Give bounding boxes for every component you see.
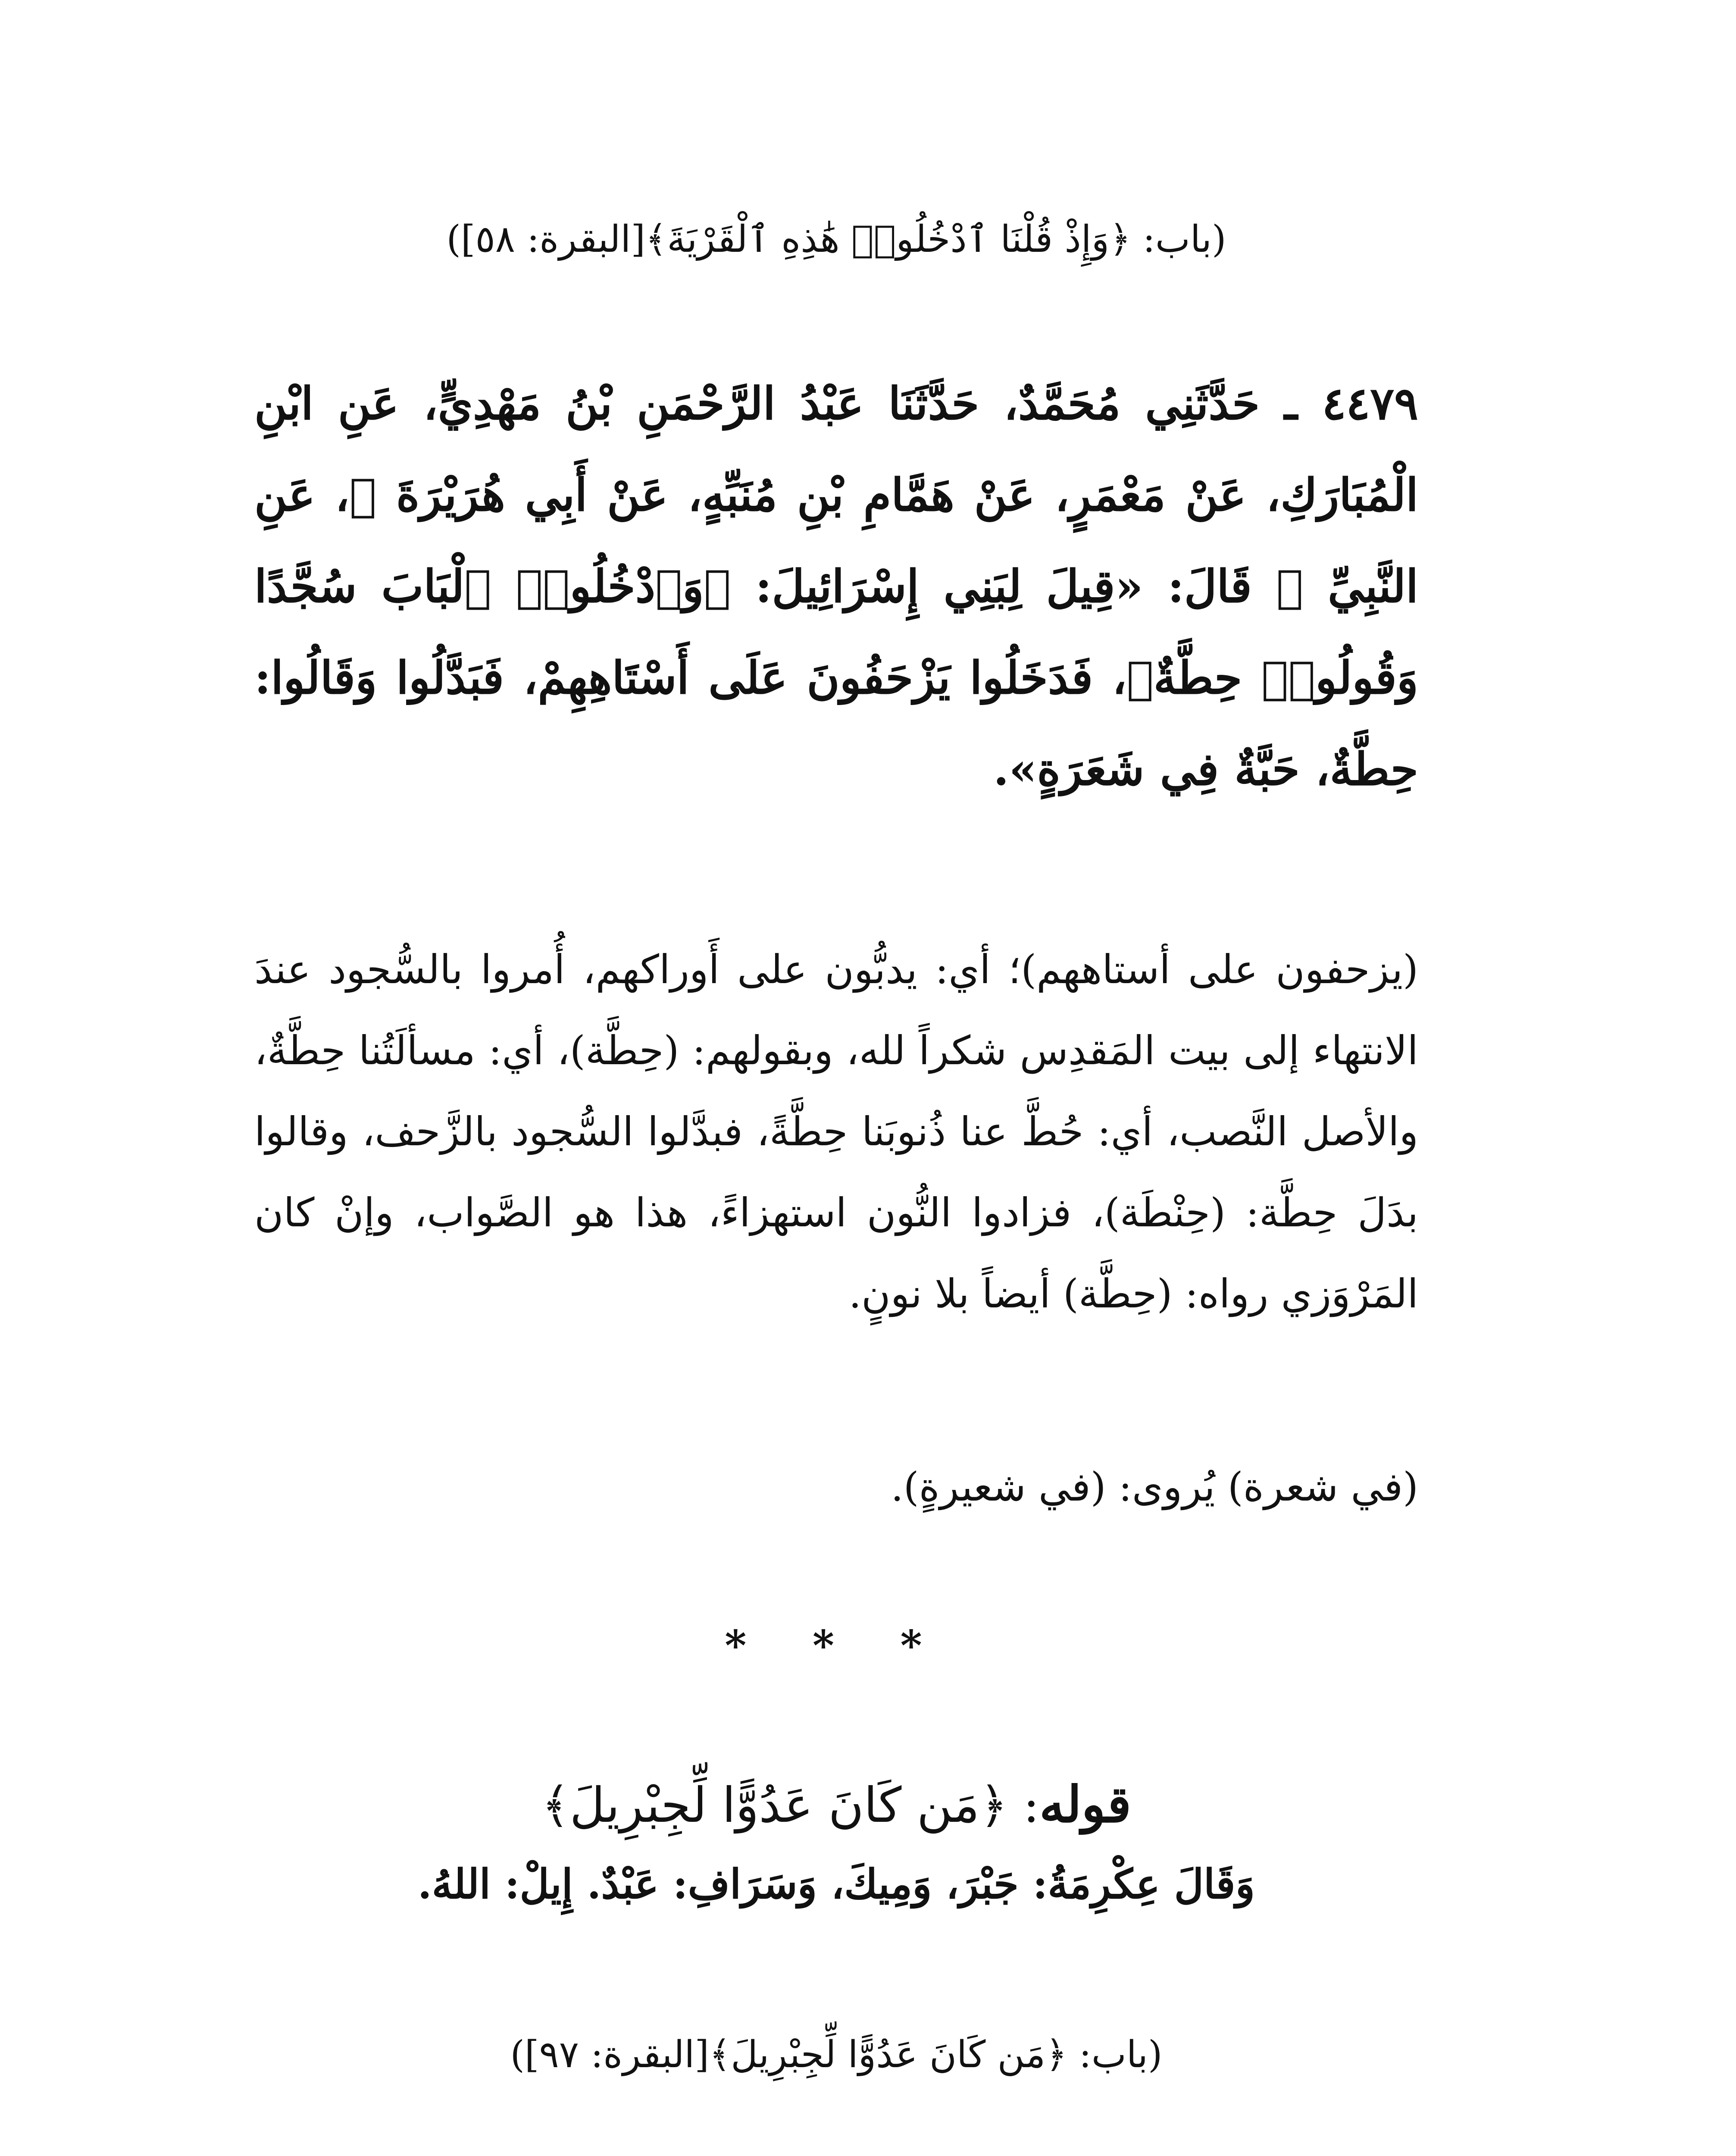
chapter-heading-enemy-to-jibril: (باب: ﴿مَن كَانَ عَدُوًّا لِّجِبْرِيلَ﴾[البقرة: ٩٧]) <box>510 2033 1163 2076</box>
commentary-shaara: (في شعرة) يُروى: (في شعيرةٍ). <box>891 1464 1418 1510</box>
qawl-label: قوله <box>1039 1775 1132 1834</box>
hadith-4479: ٤٤٧٩ ـ حَدَّثَنِي مُحَمَّدٌ، حَدَّثَنَا عَبْدُ الرَّحْمَنِ بْنُ مَهْدِيٍّ، عَنِ ابْنِ الْمُبَارَكِ، عَنْ مَعْمَرٍ، عَنْ هَمَّامِ بْنِ مُنَبِّهٍ، عَنْ أَبِي هُرَيْرَةَ ﷺ، عَنِ النَّبِيِّ ﷺ قَالَ: «قِيلَ لِبَنِي إِسْرَائِيلَ: ﴿وَٱدْخُلُوا۟ ٱلْبَابَ سُجَّدًا وَقُولُوا۟ حِطَّةٌ﴾، فَدَخَلُوا يَزْحَفُونَ عَلَى أَسْتَاهِهِمْ، فَبَدَّلُوا وَقَالُوا: حِطَّةٌ، حَبَّةٌ فِي شَعَرَةٍ». <box>254 377 1419 796</box>
commentary-hitta: (يزحفون على أستاههم)؛ أي: يدبُّون على أَوراكهم، أُمروا بالسُّجود عندَ الانتهاء إلى بيت المَقدِس شكراً لله، وبقولهم: (حِطَّة)، أي: مسألَتُنا حِطَّةٌ، والأصل النَّصب، أي: حُطَّ عنا ذُنوبَنا حِطَّةً، فبدَّلوا السُّجود بالزَّحف، وقالوا بدَلَ حِطَّة: (حِنْطَة)، فزادوا النُّون استهزاءً، هذا هو الصَّواب، وإنْ كان المَرْوَزي رواه: (حِطَّة) أيضاً بلا نونٍ. <box>254 946 1419 1317</box>
section-separator: * * * <box>725 1621 948 1670</box>
qawl-heading <box>254 1772 1418 1838</box>
ikrima-saying: وَقَالَ عِكْرِمَةُ: جَبْرَ، وَمِيكَ، وَسَرَافِ: عَبْدٌ. إِيلْ: اللهُ. <box>418 1861 1255 1908</box>
qawl-verse: : ﴿مَن كَانَ عَدُوًّا لِّجِبْرِيلَ﴾ <box>541 1777 1040 1833</box>
chapter-heading-entering-the-town: (باب: ﴿وَإِذْ قُلْنَا ٱدْخُلُوا۟ هَٰذِهِ ٱلْقَرْيَةَ﴾[البقرة: ٥٨]) <box>446 218 1226 261</box>
